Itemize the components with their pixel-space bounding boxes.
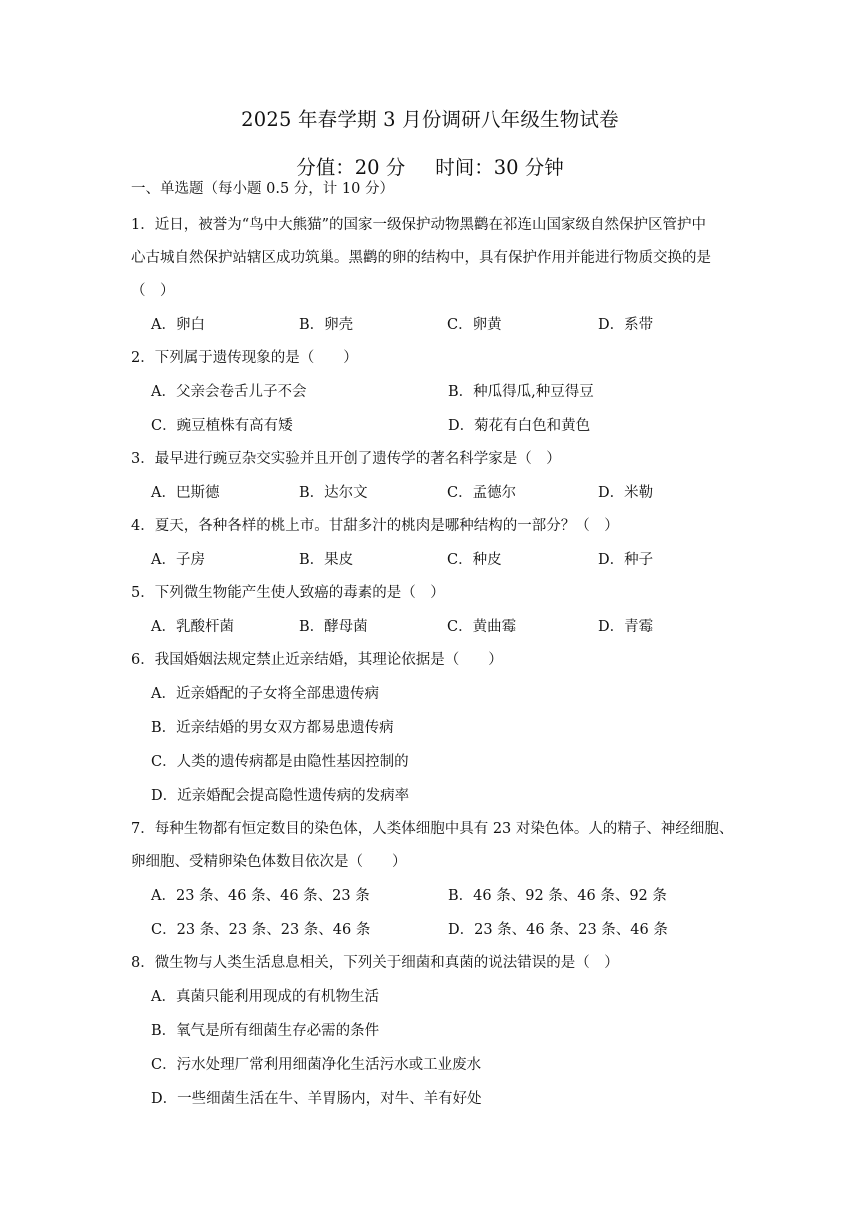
question-4 [131, 510, 771, 577]
option-b[interactable]: B．酵母菌 [299, 619, 368, 635]
option-d[interactable]: D．青霉 [598, 619, 654, 635]
question-text: 2．下列属于遗传现象的是（ ） [131, 350, 358, 366]
option-c[interactable]: C．孟德尔 [447, 485, 517, 501]
option-c[interactable]: C．豌豆植株有高有矮 [151, 418, 293, 434]
option-c[interactable]: C．人类的遗传病都是由隐性基因控制的 [151, 754, 409, 770]
option-c[interactable]: C．种皮 [447, 552, 502, 568]
option-b[interactable]: B．卵壳 [299, 317, 354, 333]
options [131, 913, 771, 947]
option-a[interactable]: A．23 条、46 条、46 条、23 条 [151, 888, 370, 904]
option-c[interactable]: C．黄曲霉 [447, 619, 517, 635]
option-d[interactable]: D．近亲婚配会提高隐性遗传病的发病率 [151, 788, 410, 804]
option-c[interactable]: C．卵黄 [447, 317, 502, 333]
option-d[interactable]: D．菊花有白色和黄色 [448, 418, 591, 434]
option-c[interactable]: C．污水处理厂常利用细菌净化生活污水或工业废水 [151, 1057, 482, 1073]
question-1 [131, 209, 771, 342]
options [131, 308, 771, 342]
question-text: （ ） [131, 283, 175, 299]
question-text: 卵细胞、受精卵染色体数目依次是（ ） [131, 854, 407, 870]
question-text: 4．夏天，各种各样的桃上市。甘甜多汁的桃肉是哪种结构的一部分？（ ） [131, 518, 619, 534]
exam-title: 2025 年春学期 3 月份调研八年级生物试卷 [241, 108, 619, 131]
options [131, 409, 771, 443]
option-d[interactable]: D．23 条、46 条、23 条、46 条 [448, 922, 668, 938]
section-heading: 一、单选题（每小题 0.5 分，计 10 分） [131, 181, 394, 197]
question-8 [131, 947, 771, 1116]
question-7 [131, 813, 771, 947]
question-text: 6．我国婚姻法规定禁止近亲结婚，其理论依据是（ ） [131, 652, 503, 668]
option-b[interactable]: B．果皮 [299, 552, 354, 568]
question-text: 5．下列微生物能产生使人致癌的毒素的是（ ） [131, 585, 445, 601]
option-c[interactable]: C．23 条、23 条、23 条、46 条 [151, 922, 371, 938]
question-6 [131, 644, 771, 813]
option-a[interactable]: A．子房 [151, 552, 205, 568]
option-b[interactable]: B．达尔文 [299, 485, 368, 501]
option-d[interactable]: D．米勒 [598, 485, 654, 501]
question-3 [131, 443, 771, 510]
options [131, 543, 771, 577]
question-text: 3．最早进行豌豆杂交实验并且开创了遗传学的著名科学家是（ ） [131, 451, 561, 467]
option-a[interactable]: A．父亲会卷舌儿子不会 [151, 384, 307, 400]
option-b[interactable]: B．46 条、92 条、46 条、92 条 [448, 888, 667, 904]
question-2 [131, 342, 771, 443]
option-d[interactable]: D．种子 [598, 552, 654, 568]
option-a[interactable]: A．巴斯德 [151, 485, 220, 501]
question-text: 1．近日，被誉为“鸟中大熊猫”的国家一级保护动物黑鹳在祁连山国家级自然保护区管护中 [131, 217, 707, 233]
time-label: 时间：30 分钟 [435, 156, 564, 179]
question-text: 7．每种生物都有恒定数目的染色体，人类体细胞中具有 23 对染色体。人的精子、神经细胞、 [131, 821, 734, 837]
options [131, 610, 771, 644]
question-list [131, 179, 771, 1116]
option-d[interactable]: D．系带 [598, 317, 654, 333]
question-text: 心古城自然保护站辖区成功筑巢。黑鹳的卵的结构中，具有保护作用并能进行物质交换的是 [131, 250, 711, 266]
options [131, 375, 771, 409]
score-label: 分值：20 分 [296, 156, 406, 179]
option-a[interactable]: A．近亲婚配的子女将全部患遗传病 [151, 686, 379, 702]
option-b[interactable]: B．近亲结婚的男女双方都易患遗传病 [151, 720, 394, 736]
option-a[interactable]: A．卵白 [151, 317, 205, 333]
question-5 [131, 577, 771, 644]
option-a[interactable]: A．真菌只能利用现成的有机物生活 [151, 989, 379, 1005]
question-text: 8．微生物与人类生活息息相关，下列关于细菌和真菌的说法错误的是（ ） [131, 955, 619, 971]
option-a[interactable]: A．乳酸杆菌 [151, 619, 234, 635]
option-b[interactable]: B．氧气是所有细菌生存必需的条件 [151, 1023, 380, 1039]
exam-subtitle [0, 152, 860, 180]
option-d[interactable]: D．一些细菌生活在牛、羊胃肠内，对牛、羊有好处 [151, 1091, 482, 1107]
options [131, 476, 771, 510]
option-b[interactable]: B．种瓜得瓜,种豆得豆 [448, 384, 594, 400]
options [131, 879, 771, 913]
